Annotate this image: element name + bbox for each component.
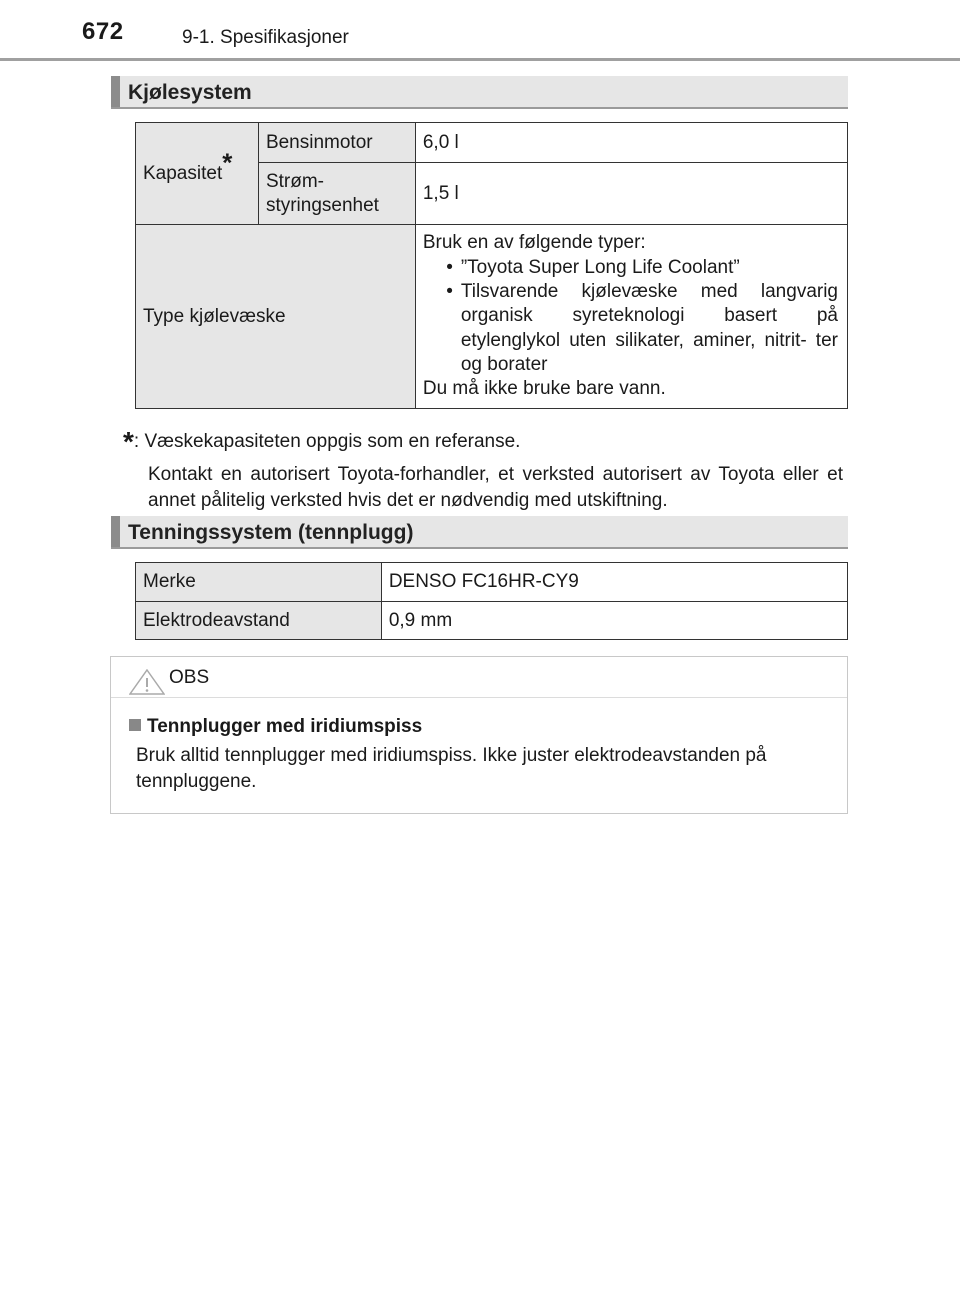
row-label: Strøm- styringsenhet: [258, 163, 415, 225]
capacity-label: Kapasitet: [143, 162, 223, 184]
coolant-item: Tilsvarende kjølevæske med langvarig organisk syreteknologi basert på etylenglykol uten silikater, aminer, nitrit- ter og borater: [460, 281, 838, 375]
chapter-title: 9-1. Spesifikasjoner: [182, 27, 349, 48]
section-accent: [111, 516, 120, 547]
row-label: Bensinmotor: [258, 123, 415, 163]
coolant-label: Type kjølevæske: [136, 225, 416, 409]
row-label: Elektrodeavstand: [136, 602, 382, 640]
section-accent: [111, 76, 120, 107]
section-heading-cooling: [111, 76, 848, 109]
bullet-icon: •: [446, 281, 453, 303]
row-value: 0,9 mm: [381, 602, 847, 640]
row-value: 6,0 l: [415, 123, 847, 163]
coolant-outro: Du må ikke bruke bare vann.: [422, 378, 666, 400]
list-item: [423, 256, 838, 280]
row-label: Merke: [136, 563, 382, 602]
table-row: [136, 602, 848, 640]
footnote-text: Kontakt en autorisert Toyota-forhandler, et verksted autorisert av Toyota eller et annet pålitelig verksted hvis det er nødvendig med utskiftning.: [148, 463, 843, 511]
table-row: [136, 123, 848, 163]
section-title: Kjølesystem: [128, 81, 252, 104]
list-item: [423, 280, 838, 377]
section-heading-ignition: [111, 516, 848, 549]
notice-box: [110, 656, 848, 814]
ignition-table: [135, 562, 848, 640]
notice-header: [111, 657, 847, 698]
notice-heading-text: Tennplugger med iridiumspiss: [147, 716, 423, 737]
capacity-label-cell: [136, 123, 259, 225]
coolant-value: [415, 225, 847, 409]
header-rule: [0, 58, 960, 61]
bullet-icon: •: [446, 256, 453, 278]
notice-text: Bruk alltid tennplugger med iridiumspiss. Ikke juster elektrodeavstanden på tennpluggene.: [136, 745, 767, 792]
footnote: [123, 423, 843, 514]
row-value: 1,5 l: [415, 163, 847, 225]
warning-icon: [129, 669, 165, 695]
footnote-mark: *: [123, 426, 134, 457]
page-number: 672: [82, 18, 124, 45]
table-row: [136, 563, 848, 602]
footnote-mark: *: [222, 147, 233, 178]
footnote-line: : Væskekapasiteten oppgis som en referanse.: [133, 431, 521, 452]
table-row: [136, 225, 848, 409]
notice-heading: [129, 716, 422, 738]
coolant-intro: Bruk en av følgende typer:: [422, 232, 646, 254]
row-value: DENSO FC16HR-CY9: [381, 563, 847, 602]
cooling-table: [135, 122, 848, 409]
square-bullet-icon: [129, 719, 141, 731]
notice-label: OBS: [169, 667, 210, 688]
coolant-item: ”Toyota Super Long Life Coolant”: [460, 256, 740, 278]
section-title: Tenningssystem (tennplugg): [128, 521, 414, 544]
